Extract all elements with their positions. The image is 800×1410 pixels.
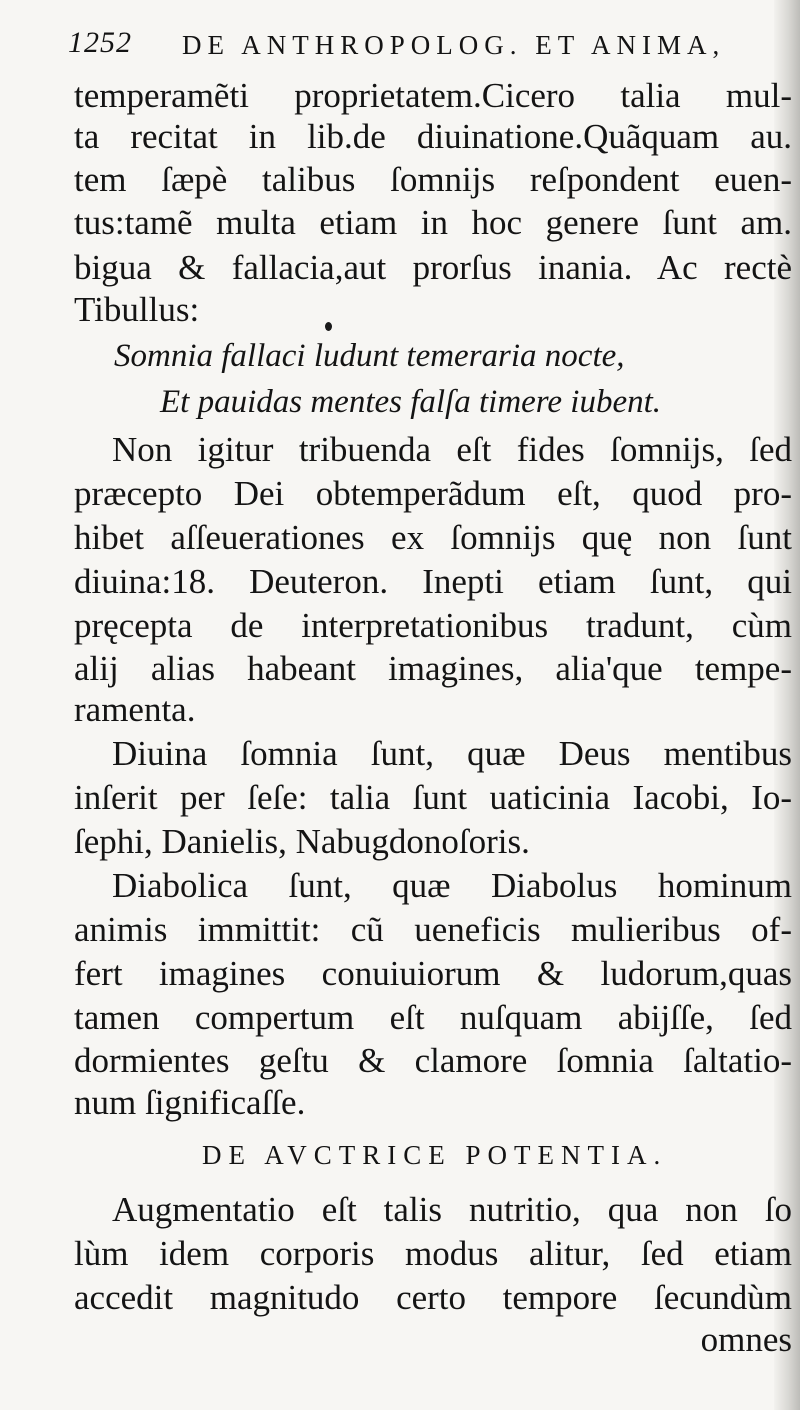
section-heading: DE AVCTRICE POTENTIA. (202, 1140, 668, 1170)
text-line: fert imagines conuiuiorum & ludorum,quas (74, 954, 792, 993)
text-line: inſerit per ſeſe: talia ſunt uaticinia Iacobi, Io- (74, 778, 792, 817)
ink-blot (325, 322, 332, 331)
text-line: hibet aſſeuerationes ex ſomnijs quę non ſunt (74, 518, 792, 557)
text-line: Non igitur tribuenda eſt fides ſomnijs, ſed (112, 430, 792, 469)
verse-line: Et pauidas mentes falſa timere iubent. (160, 384, 662, 420)
verse-line: Somnia fallaci ludunt temeraria nocte, (114, 338, 625, 374)
text-line: dormientes geſtu & clamore ſomnia ſaltatio- (74, 1041, 792, 1080)
text-line: accedit magnitudo certo tempore ſecundùm (74, 1278, 792, 1317)
page-number: 1252 (68, 26, 132, 59)
text-line: animis immittit: cũ ueneficis mulieribus of- (74, 910, 792, 949)
text-line: Augmentatio eſt talis nutritio, qua non ſo (112, 1190, 792, 1229)
text-line: num ſignificaſſe. (74, 1083, 306, 1122)
text-line: Diuina ſomnia ſunt, quæ Deus mentibus (112, 734, 792, 773)
text-line: pręcepta de interpretationibus tradunt, cùm (74, 606, 792, 645)
text-line: bigua & fallacia,aut prorſus inania. Ac rectè (74, 248, 792, 287)
running-head: DE ANTHROPOLOG. ET ANIMA, (182, 30, 726, 60)
catchword: omnes (700, 1320, 792, 1359)
text-line: temperamẽti proprietatem.Cicero talia mul- (74, 76, 792, 115)
text-line: ſephi, Danielis, Nabugdonoſoris. (74, 822, 530, 861)
text-line: præcepto Dei obtemperãdum eſt, quod pro- (74, 474, 792, 513)
text-line: Tibullus: (74, 290, 200, 329)
text-line: tus:tamẽ multa etiam in hoc genere ſunt am. (74, 203, 792, 242)
text-line: diuina:18. Deuteron. Inepti etiam ſunt, qui (74, 562, 792, 601)
text-line: Diabolica ſunt, quæ Diabolus hominum (112, 866, 792, 905)
text-line: tamen compertum eſt nuſquam abijſſe, ſed (74, 998, 792, 1037)
text-line: ramenta. (74, 690, 196, 729)
text-line: ta recitat in lib.de diuinatione.Quãquam au. (74, 117, 792, 156)
page-header (68, 22, 784, 66)
text-line: alij alias habeant imagines, alia'que tempe- (74, 649, 792, 688)
text-line: tem ſæpè talibus ſomnijs reſpondent euen- (74, 160, 792, 199)
text-line: lùm idem corporis modus alitur, ſed etiam (74, 1234, 792, 1273)
